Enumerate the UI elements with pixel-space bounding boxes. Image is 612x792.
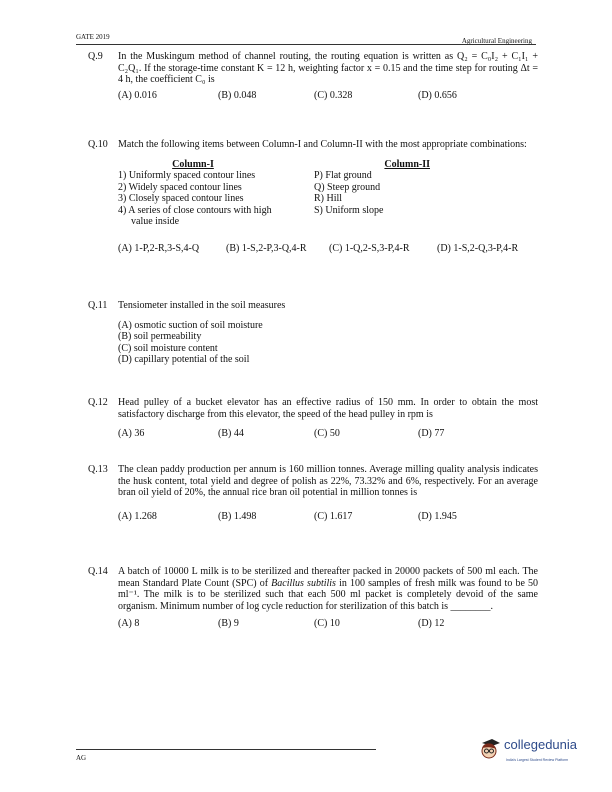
column-item: 2) Widely spaced contour lines xyxy=(118,181,242,193)
option: (A) 36 xyxy=(118,428,145,439)
logo-mascot-icon xyxy=(478,737,502,761)
column-item: value inside xyxy=(131,216,180,227)
text-part: A batch of 10000 L milk is to be sterilized and thereafter packed in 20000 packets of 500 ml each. The mean Standard Plate Count (SPC) of xyxy=(118,566,538,589)
option: (A) 1-P,2-R,3-S,4-Q xyxy=(118,242,200,254)
option: (A) 0.016 xyxy=(118,89,157,101)
option: (A) 1.268 xyxy=(118,510,157,522)
column-item: 3) Closely spaced contour lines xyxy=(118,193,244,204)
column-1 xyxy=(118,159,308,228)
option: (B) soil permeability xyxy=(118,331,202,342)
question-number: Q.11 xyxy=(88,300,108,311)
option: (C) 50 xyxy=(314,428,340,439)
question-text: Tensiometer installed in the soil measures xyxy=(118,300,286,311)
question-number: Q.12 xyxy=(88,397,108,408)
column-item: P) Flat ground xyxy=(314,170,372,181)
option: (B) 44 xyxy=(218,428,244,439)
question-12 xyxy=(88,397,538,440)
option: (D) 1.945 xyxy=(418,510,457,522)
option: (C) 10 xyxy=(314,618,340,629)
column-item: R) Hill xyxy=(314,193,343,204)
option: (C) 1-Q,2-S,3-P,4-R xyxy=(329,242,410,254)
question-number: Q.14 xyxy=(88,566,108,577)
column-item: Q) Steep ground xyxy=(314,181,381,193)
logo-tagline: India's Largest Student Review Platform xyxy=(506,758,569,762)
question-11 xyxy=(88,300,538,366)
header-right: Agricultural Engineering xyxy=(461,37,532,45)
column-item: 4) A series of close contours with high xyxy=(118,204,272,216)
footer-left: AG xyxy=(76,754,87,762)
question-text: In the Muskingum method of channel routing, the routing equation is written as Q₂ = C₀I₂ + C₁I₁ + C₂Q₁. If the storage-time constant K = 12 h, weighting factor x = 0.15 and the time step for routing Δt = 4 h, the coefficient C₀ is xyxy=(118,51,538,85)
column-title: Column-I xyxy=(172,158,214,170)
option: (B) 1-S,2-P,3-Q,4-R xyxy=(226,242,307,254)
question-10 xyxy=(88,139,538,255)
question-number: Q.10 xyxy=(88,139,108,150)
footer-rule xyxy=(76,749,376,750)
question-text: Match the following items between Column-I and Column-II with the most appropriate combinations: xyxy=(118,139,527,150)
text-italic: Bacillus subtilis xyxy=(271,577,336,589)
column-item: 1) Uniformly spaced contour lines xyxy=(118,170,256,181)
question-13 xyxy=(88,464,538,523)
option: (B) 9 xyxy=(218,618,239,629)
question-number: Q.13 xyxy=(88,464,108,475)
header-left: GATE 2019 xyxy=(76,33,110,41)
header-rule xyxy=(76,44,536,45)
option: (D) capillary potential of the soil xyxy=(118,354,250,365)
option: (B) 0.048 xyxy=(218,89,257,101)
option: (D) 0.656 xyxy=(418,89,457,101)
question-14 xyxy=(88,566,538,630)
question-text xyxy=(118,566,538,612)
option: (D) 77 xyxy=(418,428,445,439)
option: (C) 0.328 xyxy=(314,89,353,101)
option: (D) 12 xyxy=(418,618,445,629)
column-2 xyxy=(314,159,464,217)
text-part: in 100 samples of fresh milk was found to be 50 ml⁻¹. The milk is to be sterilized such that each 500 ml packet is completely devoid of the same organism. Minimum number of log cycle reduction for sterilization of this batch is ________. xyxy=(118,577,539,612)
option: (B) 1.498 xyxy=(218,510,257,522)
question-text: The clean paddy production per annum is 160 million tonnes. Average milling quality analysis indicates the husk content, total yield and degree of polish as 22%, 73.32% and 6%, respectively. For an average bran oil yield of 20%, the annual rice bran oil potential in million tonnes is xyxy=(118,464,538,498)
option: (C) soil moisture content xyxy=(118,342,218,354)
question-9 xyxy=(88,51,538,102)
question-text: Head pulley of a bucket elevator has an effective radius of 150 mm. In order to obtain the most satisfactory discharge from this elevator, the speed of the head pulley in rpm is xyxy=(118,397,538,420)
option: (D) 1-S,2-Q,3-P,4-R xyxy=(437,242,519,254)
logo-text: collegedunia xyxy=(504,737,578,752)
column-title: Column-II xyxy=(384,158,430,170)
column-item: S) Uniform slope xyxy=(314,204,384,216)
option: (C) 1.617 xyxy=(314,510,353,522)
option: (A) osmotic suction of soil moisture xyxy=(118,319,263,331)
option: (A) 8 xyxy=(118,618,140,629)
question-number: Q.9 xyxy=(88,51,103,62)
